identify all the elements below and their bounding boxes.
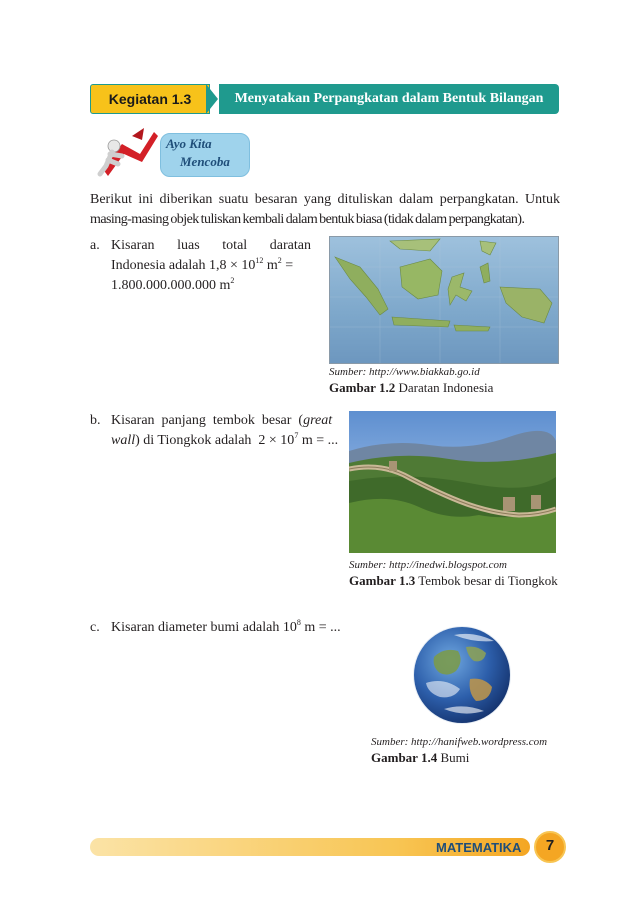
item-c-text: m = ... <box>300 620 341 635</box>
item-c-line <box>111 618 341 638</box>
item-a-word: total <box>222 238 248 253</box>
activity-topic: Menyatakan Perpangkatan dalam Bentuk Bilangan Biasa <box>219 84 559 114</box>
earth-icon <box>414 627 510 723</box>
item-a-text: = <box>281 258 294 273</box>
item-b-label: b. <box>90 413 101 428</box>
item-a-text: Indonesia adalah 1,8 × 10 <box>111 258 256 273</box>
exponent: 12 <box>255 256 264 265</box>
item-b-text: Kisaran panjang tembok besar ( <box>111 413 304 428</box>
figure-caption-b <box>349 573 558 589</box>
item-b-italic: wall <box>111 433 136 448</box>
item-c-text: Kisaran diameter bumi adalah 10 <box>111 620 297 635</box>
item-a-word: daratan <box>269 238 311 253</box>
intro-line1: Berikut ini diberikan suatu besaran yang dituliskan dalam perpangkatan. Untuk <box>90 192 560 207</box>
indonesia-map-image <box>329 236 559 364</box>
banner-arrow <box>206 84 218 114</box>
caption-number: Gambar 1.4 <box>371 750 438 765</box>
intro-paragraph <box>90 190 560 230</box>
item-c-label: c. <box>90 620 100 635</box>
caption-text: Tembok besar di Tiongkok <box>415 573 558 588</box>
image-source-b: Sumber: http://inedwi.blogspot.com <box>349 559 507 571</box>
activity-label: Kegiatan 1.3 <box>90 84 210 114</box>
caption-text: Bumi <box>437 750 470 765</box>
item-b-italic: great <box>303 413 333 428</box>
item-b-line2 <box>111 431 338 451</box>
earth-globe-image <box>414 627 510 723</box>
caption-number: Gambar 1.2 <box>329 380 396 395</box>
item-a-word: luas <box>177 238 200 253</box>
exponent: 2 <box>230 276 235 285</box>
item-b-text: ) di Tiongkok adalah 2 × 10 <box>135 433 295 448</box>
item-a-answer: 1.800.000.000.000 m <box>111 278 231 293</box>
ayo-line2: Mencoba <box>180 154 230 169</box>
great-wall-icon <box>349 411 556 553</box>
caption-number: Gambar 1.3 <box>349 573 416 588</box>
figure-caption-c <box>371 750 469 766</box>
caption-text: Daratan Indonesia <box>395 380 494 395</box>
indonesia-map-icon <box>330 237 558 363</box>
exponent: 2 <box>277 256 282 265</box>
great-wall-image <box>349 411 556 553</box>
image-source-a: Sumber: http://www.biakkab.go.id <box>329 366 480 378</box>
intro-line2: masing-masing objek tuliskan kembali dalam bentuk biasa (tidak dalam perpangkatan). <box>90 212 525 227</box>
running-figure-icon <box>92 124 162 184</box>
footer-subject: MATEMATIKA <box>436 840 522 855</box>
figure-caption-a <box>329 380 493 396</box>
item-a-line2 <box>111 256 293 276</box>
image-source-c: Sumber: http://hanifweb.wordpress.com <box>371 736 548 748</box>
item-a-text: m <box>263 258 278 273</box>
item-a-label: a. <box>90 238 100 253</box>
item-b-line1 <box>111 411 333 431</box>
item-a-line1 <box>111 236 311 256</box>
exponent: 7 <box>294 431 299 440</box>
exponent: 8 <box>296 618 301 627</box>
item-a-line3 <box>111 276 234 296</box>
item-b-text: m = ... <box>298 433 339 448</box>
ayo-line1: Ayo Kita <box>166 136 212 151</box>
item-a-word: Kisaran <box>111 238 155 253</box>
page-number: 7 <box>545 837 555 854</box>
